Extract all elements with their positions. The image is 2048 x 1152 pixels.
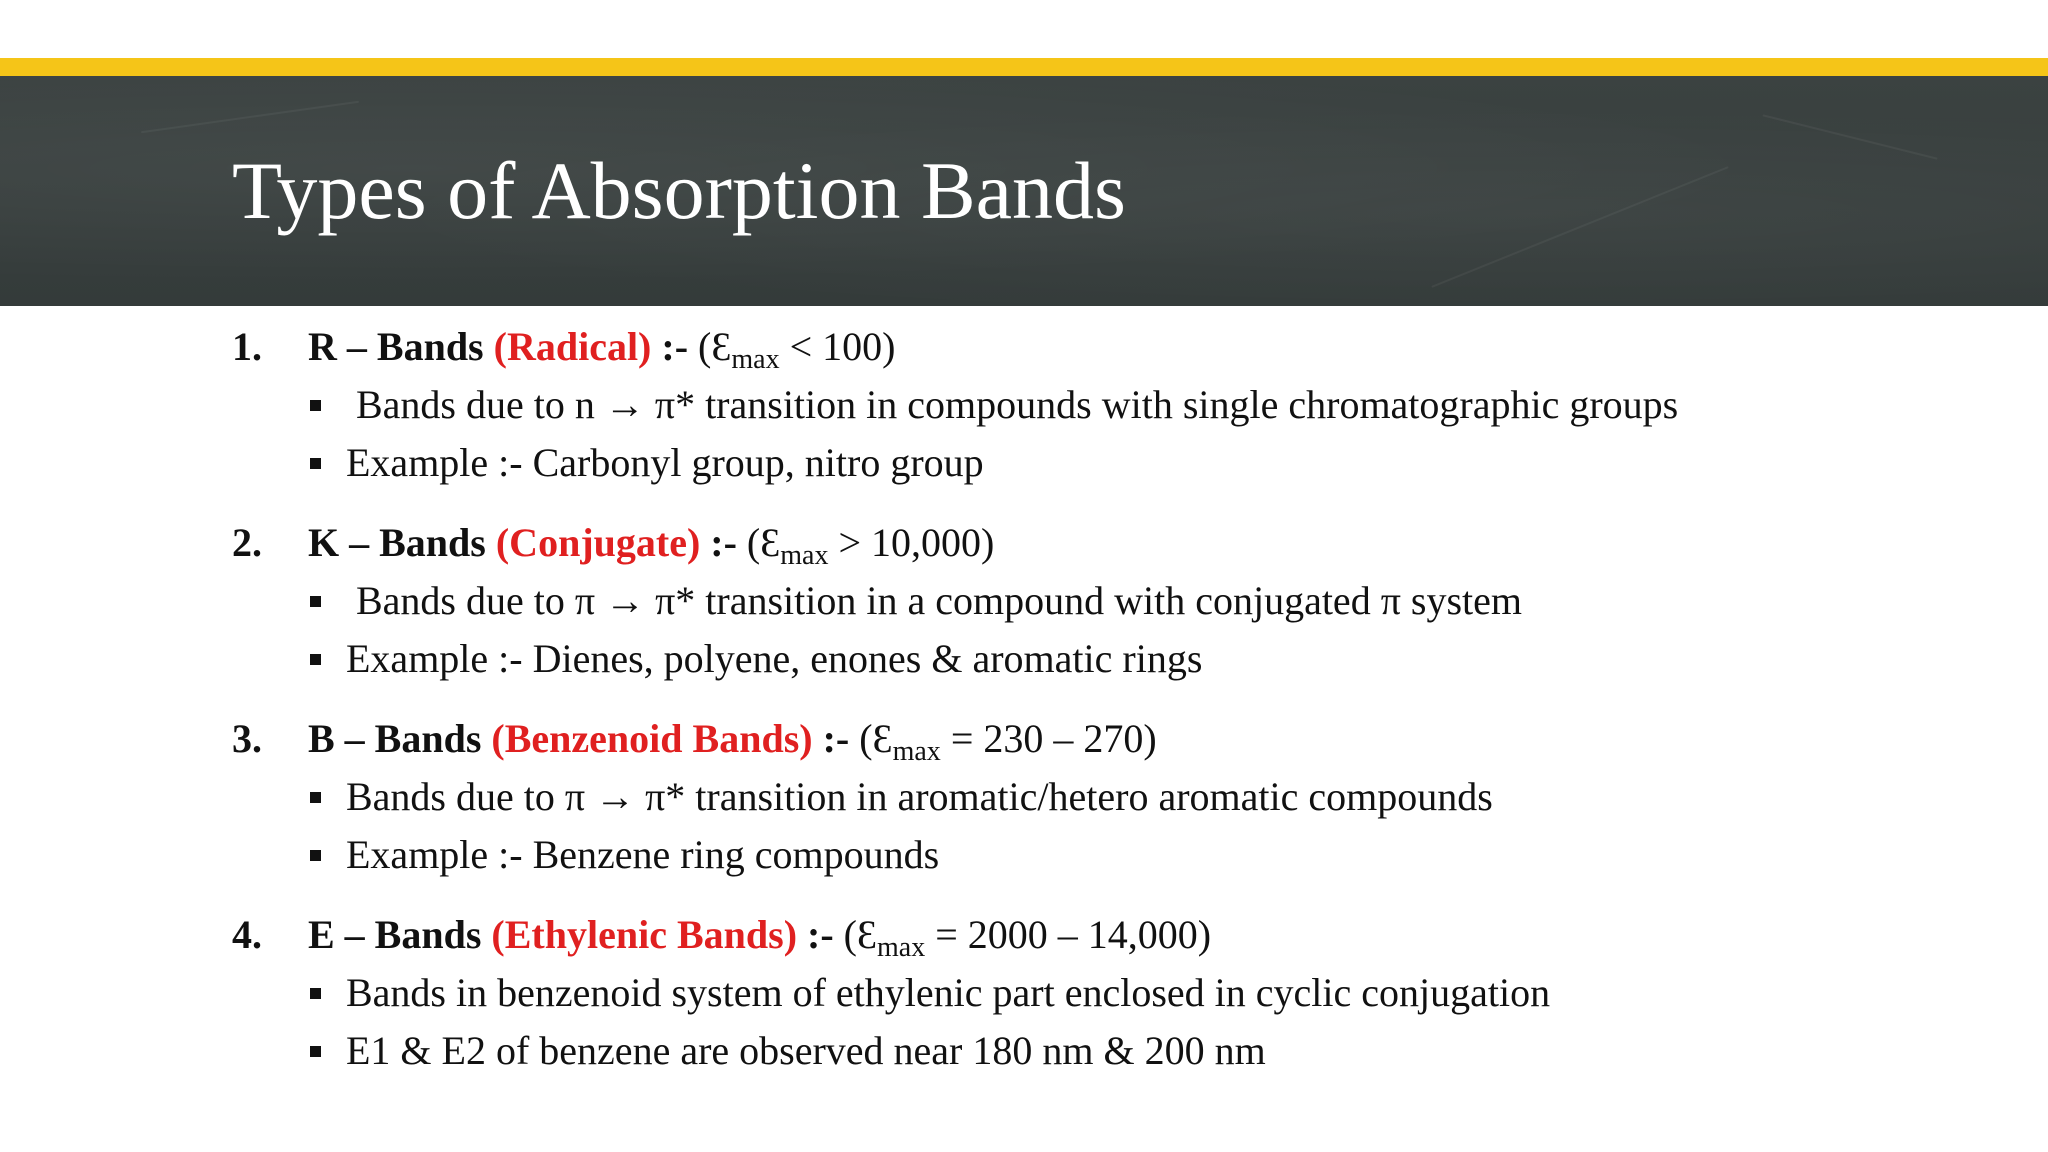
band-value-prefix: (Ɛ bbox=[859, 716, 893, 761]
band-value-prefix: (Ɛ bbox=[698, 324, 732, 369]
square-bullet-icon bbox=[310, 792, 321, 803]
band-heading-text bbox=[308, 514, 994, 572]
band-label: B – Bands bbox=[308, 716, 482, 761]
slide-title: Types of Absorption Bands bbox=[232, 145, 1126, 236]
bullet-point bbox=[0, 826, 2048, 884]
title-header bbox=[0, 76, 2048, 306]
band-number: 2. bbox=[232, 520, 262, 565]
band-heading-text bbox=[308, 906, 1211, 964]
square-bullet-icon bbox=[310, 400, 321, 411]
band-value-sub: max bbox=[877, 932, 926, 963]
band-value-prefix: (Ɛ bbox=[746, 520, 781, 565]
band-number: 1. bbox=[232, 324, 262, 369]
band-label: E – Bands bbox=[308, 912, 482, 957]
band-highlight: (Conjugate) bbox=[495, 520, 701, 565]
band-highlight: (Benzenoid Bands) bbox=[491, 716, 813, 761]
square-bullet-icon bbox=[310, 1046, 321, 1057]
band-label: R – Bands bbox=[308, 324, 484, 369]
bullet-point bbox=[0, 376, 2048, 434]
bullet-text: Bands in benzenoid system of ethylenic part enclosed in cyclic conjugation bbox=[346, 970, 1551, 1015]
bullet-point bbox=[0, 964, 2048, 1022]
bullet-text: Example :- Benzene ring compounds bbox=[346, 832, 940, 877]
slide-content bbox=[0, 318, 2048, 1102]
bullet-point bbox=[0, 1022, 2048, 1080]
band-heading-text bbox=[308, 318, 896, 376]
bullet-text: Bands due to π → π* transition in a compound with conjugated π system bbox=[356, 578, 1522, 623]
square-bullet-icon bbox=[310, 988, 321, 999]
band-item-r bbox=[0, 318, 2048, 492]
band-value-suffix: < 100) bbox=[779, 324, 896, 369]
band-value-sub: max bbox=[892, 736, 941, 767]
band-value-suffix: = 230 – 270) bbox=[940, 716, 1157, 761]
square-bullet-icon bbox=[310, 850, 321, 861]
band-value-prefix: (Ɛ bbox=[843, 912, 878, 957]
band-separator: :- bbox=[807, 912, 834, 957]
band-item-b bbox=[0, 710, 2048, 884]
chalk-texture bbox=[1431, 166, 1728, 288]
band-number: 4. bbox=[232, 912, 262, 957]
bullet-text: Bands due to n → π* transition in compounds with single chromatographic groups bbox=[356, 382, 1679, 427]
band-value-sub: max bbox=[731, 344, 780, 375]
chalk-texture bbox=[1762, 114, 1937, 159]
band-highlight: (Ethylenic Bands) bbox=[491, 912, 798, 957]
band-heading bbox=[0, 906, 2048, 964]
band-separator: :- bbox=[822, 716, 850, 761]
band-number: 3. bbox=[232, 716, 262, 761]
bullet-point bbox=[0, 572, 2048, 630]
bullet-point bbox=[0, 630, 2048, 688]
band-separator: :- bbox=[661, 324, 689, 369]
accent-bar bbox=[0, 58, 2048, 76]
band-item-k bbox=[0, 514, 2048, 688]
band-heading bbox=[0, 318, 2048, 376]
band-value-suffix: > 10,000) bbox=[828, 520, 995, 565]
bullet-point bbox=[0, 434, 2048, 492]
square-bullet-icon bbox=[310, 458, 321, 469]
band-highlight: (Radical) bbox=[493, 324, 652, 369]
square-bullet-icon bbox=[310, 654, 321, 665]
bullet-text: Bands due to π → π* transition in aromatic/hetero aromatic compounds bbox=[346, 774, 1493, 819]
bullet-text: Example :- Dienes, polyene, enones & aromatic rings bbox=[346, 636, 1203, 681]
band-heading bbox=[0, 710, 2048, 768]
band-heading-text bbox=[308, 710, 1157, 768]
band-separator: :- bbox=[710, 520, 737, 565]
bullet-text: E1 & E2 of benzene are observed near 180 nm & 200 nm bbox=[346, 1028, 1266, 1073]
band-label: K – Bands bbox=[308, 520, 486, 565]
band-value-suffix: = 2000 – 14,000) bbox=[925, 912, 1212, 957]
band-heading bbox=[0, 514, 2048, 572]
chalk-texture bbox=[141, 101, 359, 134]
band-value-sub: max bbox=[780, 540, 829, 571]
square-bullet-icon bbox=[310, 596, 321, 607]
bullet-point bbox=[0, 768, 2048, 826]
bullet-text: Example :- Carbonyl group, nitro group bbox=[346, 440, 984, 485]
band-item-e bbox=[0, 906, 2048, 1080]
